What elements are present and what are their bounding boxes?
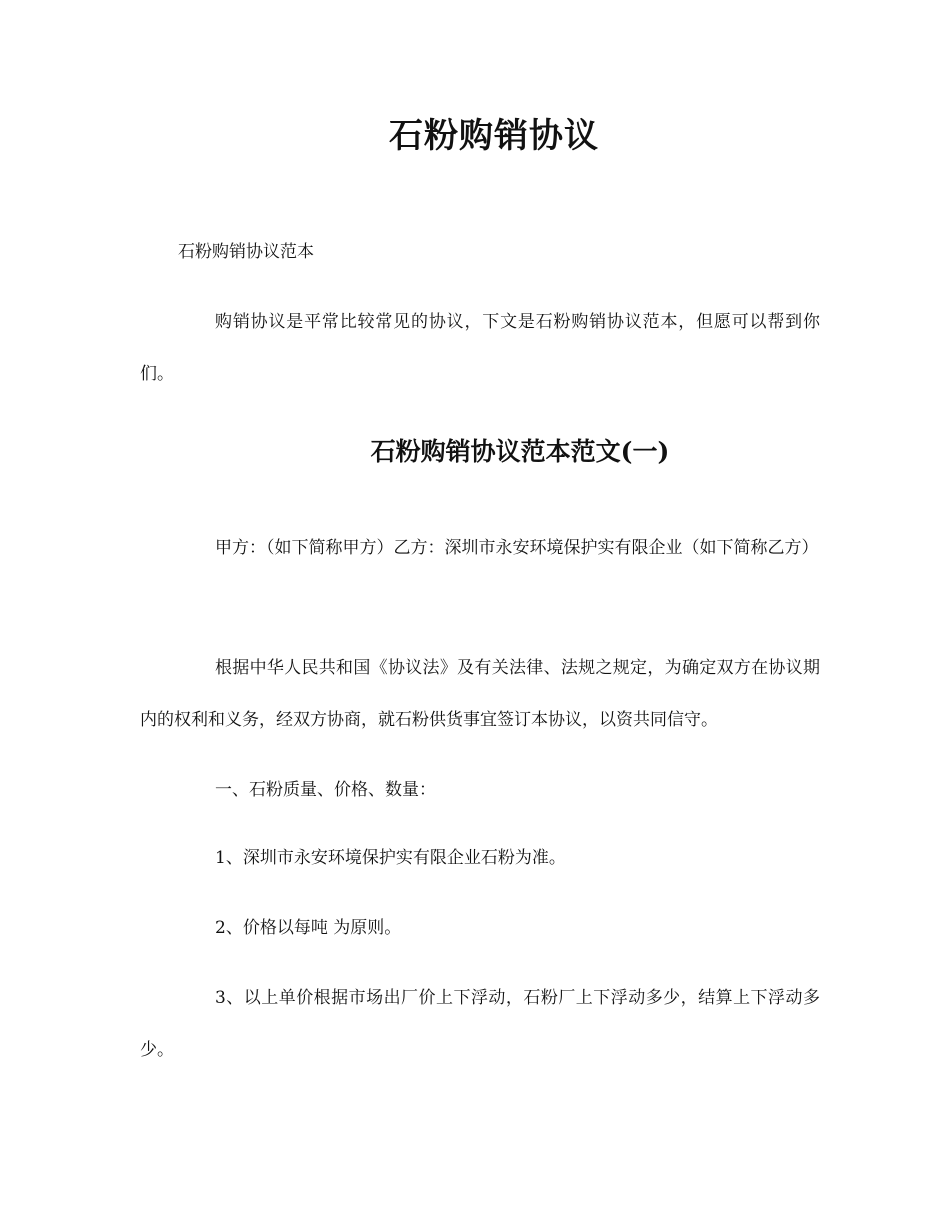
parties-paragraph: 甲方：（如下简称甲方）乙方：深圳市永安环境保护实有限企业（如下简称乙方） [215, 538, 819, 558]
clause-item-3: 3、以上单价根据市场出厂价上下浮动，石粉厂上下浮动多少，结算上下浮动多少。 [140, 988, 820, 1060]
clause-item-1: 1、深圳市永安环境保护实有限企业石粉为准。 [215, 848, 566, 868]
clause-item-2: 2、价格以每吨 为原则。 [215, 918, 402, 938]
basis-paragraph: 根据中华人民共和国《协议法》及有关法律、法规之规定，为确定双方在协议期内的权利和义务，经双方协商，就石粉供货事宜签订本协议，以资共同信守。 [140, 658, 820, 730]
clause-heading-quality: 一、石粉质量、价格、数量： [215, 780, 436, 800]
section-heading: 石粉购销协议范本范文(一) [370, 437, 670, 466]
intro-paragraph: 购销协议是平常比较常见的协议，下文是石粉购销协议范本，但愿可以帮到你们。 [140, 312, 820, 384]
document-title: 石粉购销协议 [389, 116, 599, 156]
document-subtitle: 石粉购销协议范本 [178, 242, 314, 262]
